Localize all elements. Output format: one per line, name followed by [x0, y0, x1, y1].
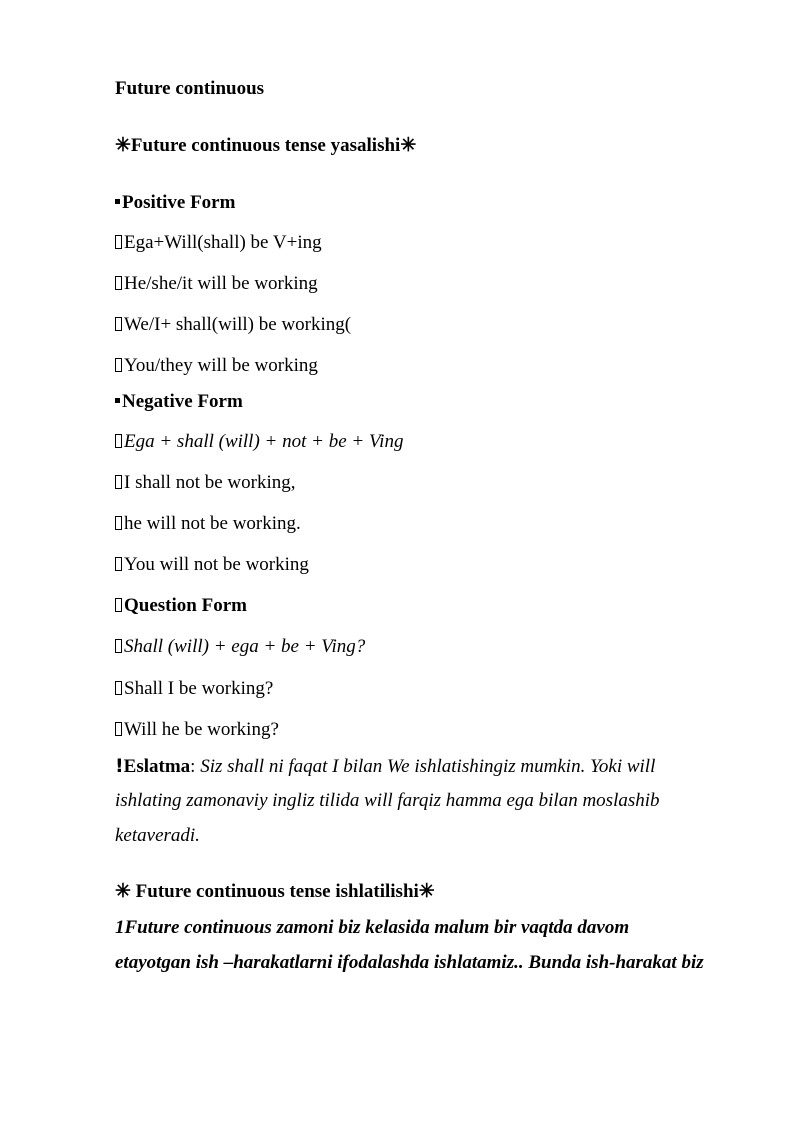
- positive-line: You/they will be working: [115, 354, 318, 378]
- star-icon: ✳: [115, 135, 131, 156]
- missing-glyph-icon: [115, 475, 122, 489]
- missing-glyph-icon: [115, 557, 122, 571]
- note-line: ketaveradi.: [115, 825, 200, 846]
- question-form-label: Question Form: [115, 594, 247, 618]
- question-line: Will he be working?: [115, 718, 279, 742]
- missing-glyph-icon: [115, 235, 122, 249]
- positive-line: We/I+ shall(will) be working(: [115, 313, 351, 337]
- negative-line: I shall not be working,: [115, 471, 296, 495]
- usage-line: 1Future continuous zamoni biz kelasida malum bir vaqtda davom: [115, 917, 630, 938]
- note-label: Eslatma: [123, 756, 191, 777]
- usage-number: 1: [115, 917, 125, 938]
- missing-glyph-icon: [115, 681, 122, 695]
- star-icon: ✳: [418, 881, 435, 902]
- star-icon: ✳: [115, 881, 131, 902]
- missing-glyph-icon: [115, 317, 122, 331]
- missing-glyph-icon: [115, 276, 122, 290]
- note-line: !Eslatma: Siz shall ni faqat I bilan We ishlatishingiz mumkin. Yoki will: [115, 755, 656, 777]
- square-bullet-icon: [115, 398, 120, 403]
- negative-line: he will not be working.: [115, 512, 301, 536]
- missing-glyph-icon: [115, 639, 122, 653]
- usage-heading-text: Future continuous tense ishlatilishi: [130, 881, 419, 902]
- positive-line: Ega+Will(shall) be V+ing: [115, 231, 322, 255]
- formation-heading-text: Future continuous tense yasalishi: [130, 135, 401, 156]
- note-line: ishlating zamonaviy ingliz tilida will farqiz hamma ega bilan moslashib: [115, 790, 660, 811]
- usage-line: etayotgan ish –harakatlarni ifodalashda ishlatamiz.. Bunda ish-harakat biz: [115, 952, 704, 973]
- document-title: Future continuous: [115, 78, 265, 99]
- missing-glyph-icon: [115, 598, 122, 612]
- missing-glyph-icon: [115, 358, 122, 372]
- negative-formula: Ega + shall (will) + not + be + Ving: [115, 430, 403, 454]
- star-icon: ✳: [400, 135, 417, 156]
- question-formula: Shall (will) + ega + be + Ving?: [115, 635, 365, 659]
- missing-glyph-icon: [115, 722, 122, 736]
- square-bullet-icon: [115, 199, 120, 204]
- usage-heading: [115, 880, 435, 904]
- formation-heading: [115, 134, 416, 158]
- question-line: Shall I be working?: [115, 677, 273, 701]
- negative-form-label: Negative Form: [115, 390, 243, 414]
- missing-glyph-icon: [115, 434, 122, 448]
- negative-line: You will not be working: [115, 553, 309, 577]
- missing-glyph-icon: [115, 516, 122, 530]
- exclamation-icon: !: [115, 755, 124, 777]
- positive-form-label: Positive Form: [115, 191, 235, 215]
- positive-line: He/she/it will be working: [115, 272, 318, 296]
